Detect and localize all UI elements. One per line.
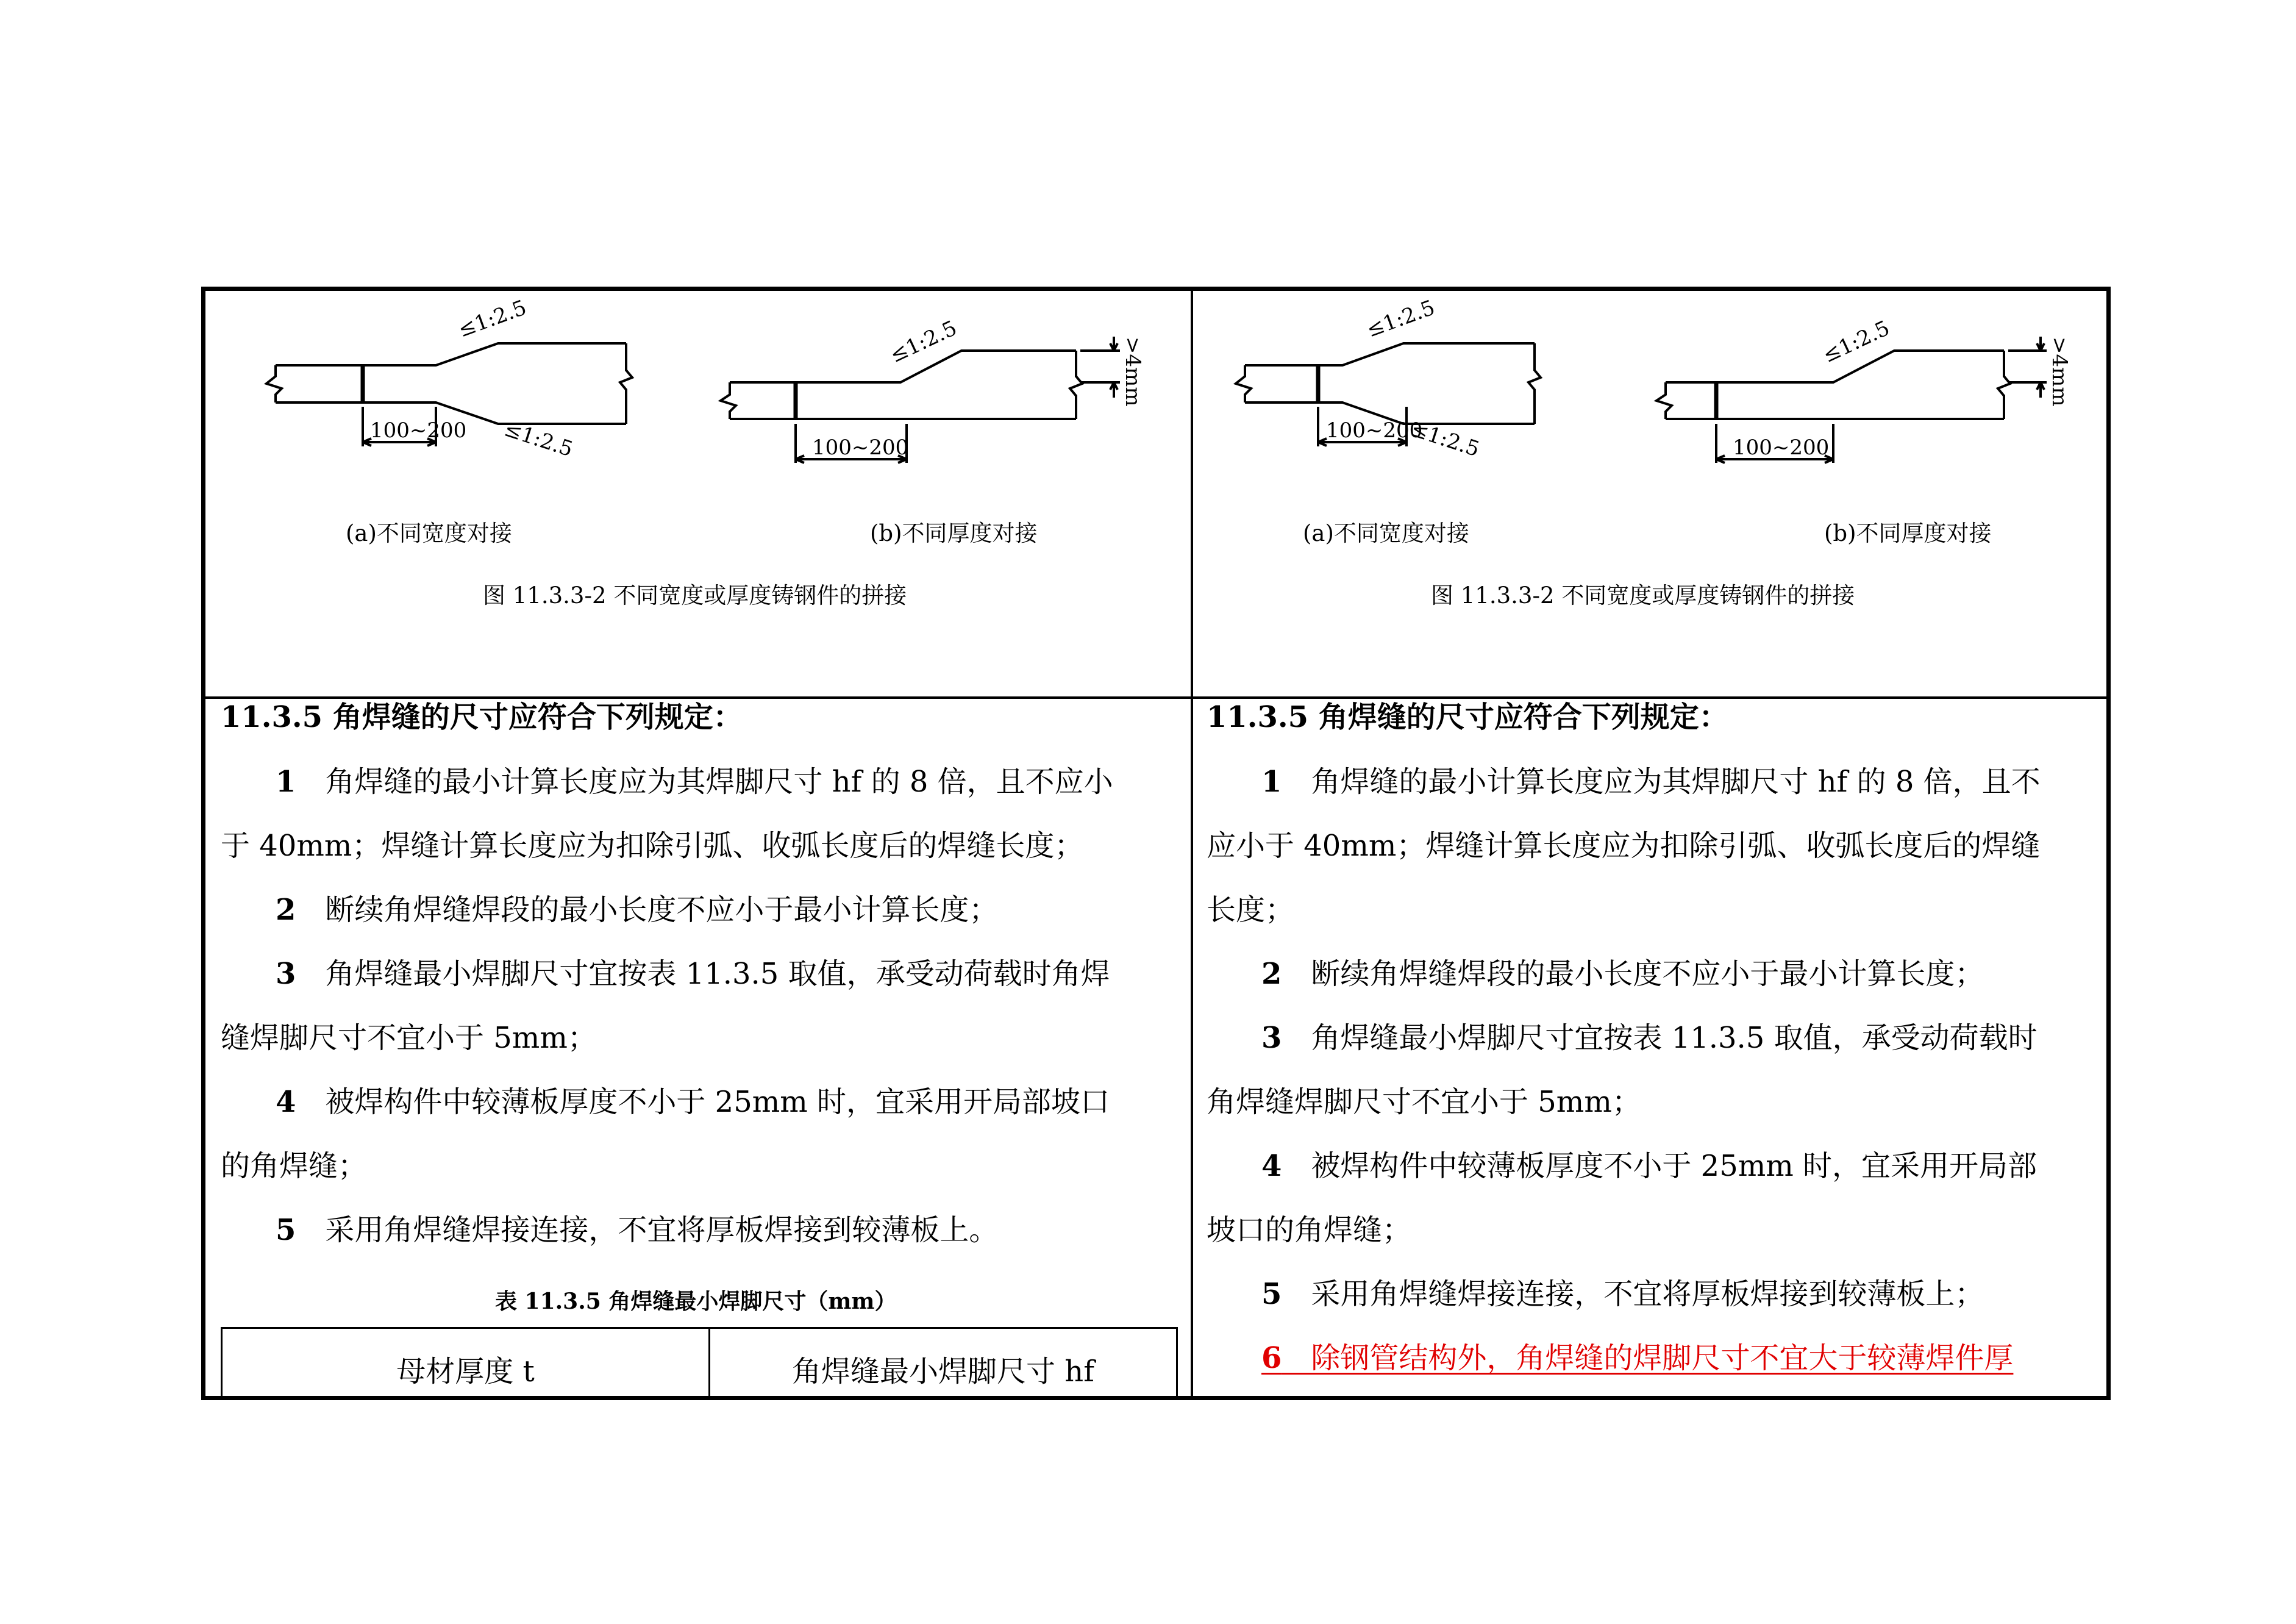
- right-fig-a-slope-top: ≤1:2.5: [1363, 295, 1438, 343]
- right-text-cell: [1193, 699, 2111, 1400]
- left-item-3-line-2: 缝焊脚尺寸不宜小于 5mm；: [221, 1021, 597, 1055]
- right-item-6-added: 6 除钢管结构外，角焊缝的焊脚尺寸不宜大于较薄焊件厚: [1261, 1341, 2014, 1375]
- left-fig-b-caption: (b)不同厚度对接: [870, 520, 1038, 546]
- left-fig-b-dim-label: 100~200: [812, 435, 909, 460]
- left-fig-a-slope-top: ≤1:2.5: [455, 295, 530, 343]
- left-figure-drawings: [205, 291, 1191, 696]
- left-item-4-line-2: 的角焊缝；: [221, 1149, 368, 1183]
- left-fig-a-slope-bottom: ≤1:2.5: [501, 417, 576, 462]
- right-figure-title: 图 11.3.3-2 不同宽度或厚度铸钢件的拼接: [1431, 582, 1855, 609]
- right-item-1-line-3: 长度；: [1207, 893, 1295, 927]
- right-fig-b-caption: (b)不同厚度对接: [1824, 520, 1992, 546]
- left-clause-title: 11.3.5 角焊缝的尺寸应符合下列规定：: [221, 700, 743, 734]
- left-item-5: 5 采用角焊缝焊接连接，不宜将厚板焊接到较薄板上。: [276, 1213, 999, 1247]
- left-item-2: 2 断续角焊缝焊段的最小长度不应小于最小计算长度；: [276, 893, 999, 927]
- right-clause-title: 11.3.5 角焊缝的尺寸应符合下列规定：: [1207, 700, 1728, 734]
- left-table-caption: 表 11.3.5 角焊缝最小焊脚尺寸（mm）: [495, 1289, 897, 1314]
- left-min-weld-table: [221, 1327, 1178, 1400]
- right-item-5: 5 采用角焊缝焊接连接，不宜将厚板焊接到较薄板上；: [1261, 1277, 1984, 1311]
- table-header-thickness: 母材厚度 t: [223, 1329, 710, 1400]
- right-fig-b-thk-label: >4mm: [2047, 337, 2072, 407]
- table-header-weld-size: 角焊缝最小焊脚尺寸 hf: [792, 1354, 1094, 1389]
- right-item-3-line-1: 3 角焊缝最小焊脚尺寸宜按表 11.3.5 取值，承受动荷载时: [1261, 1021, 2038, 1055]
- left-item-4-line-1: 4 被焊构件中较薄板厚度不小于 25mm 时，宜采用开局部坡口: [276, 1085, 1110, 1119]
- right-item-1-line-1: 1 角焊缝的最小计算长度应为其焊脚尺寸 hf 的 8 倍，且不: [1261, 765, 2041, 799]
- right-item-4-line-1: 4 被焊构件中较薄板厚度不小于 25mm 时，宜采用开局部: [1261, 1149, 2038, 1183]
- left-fig-b-slope: ≤1:2.5: [886, 316, 961, 368]
- left-item-1-line-2: 于 40mm；焊缝计算长度应为扣除引弧、收弧长度后的焊缝长度；: [221, 829, 1084, 863]
- right-item-3-line-2: 角焊缝焊脚尺寸不宜小于 5mm；: [1207, 1085, 1641, 1119]
- right-fig-b-slope: ≤1:2.5: [1819, 316, 1894, 368]
- comparison-table: [201, 287, 2111, 1400]
- left-fig-b-thk-label: >4mm: [1121, 337, 1145, 407]
- right-fig-a-caption: (a)不同宽度对接: [1303, 520, 1469, 546]
- left-fig-a-caption: (a)不同宽度对接: [346, 520, 512, 546]
- left-figure-cell: [205, 291, 1191, 696]
- right-item-2: 2 断续角焊缝焊段的最小长度不应小于最小计算长度；: [1261, 957, 1984, 991]
- right-item-4-line-2: 坡口的角焊缝；: [1207, 1213, 1412, 1247]
- right-figure-cell: [1193, 291, 2111, 696]
- right-fig-a-slope-bottom: ≤1:2.5: [1408, 417, 1483, 462]
- left-item-1-line-1: 1 角焊缝的最小计算长度应为其焊脚尺寸 hf 的 8 倍，且不应小: [276, 765, 1113, 799]
- right-fig-b-dim-label: 100~200: [1733, 435, 1830, 460]
- left-text-cell: [205, 699, 1191, 1400]
- right-figure-drawings: [1193, 291, 2111, 696]
- left-figure-title: 图 11.3.3-2 不同宽度或厚度铸钢件的拼接: [483, 582, 907, 609]
- left-item-3-line-1: 3 角焊缝最小焊脚尺寸宜按表 11.3.5 取值，承受动荷载时角焊: [276, 957, 1110, 991]
- right-fig-a-dim-label: 100~200: [1326, 418, 1423, 443]
- right-item-1-line-2: 应小于 40mm；焊缝计算长度应为扣除引弧、收弧长度后的焊缝: [1207, 829, 2041, 863]
- left-fig-a-dim-label: 100~200: [370, 418, 467, 443]
